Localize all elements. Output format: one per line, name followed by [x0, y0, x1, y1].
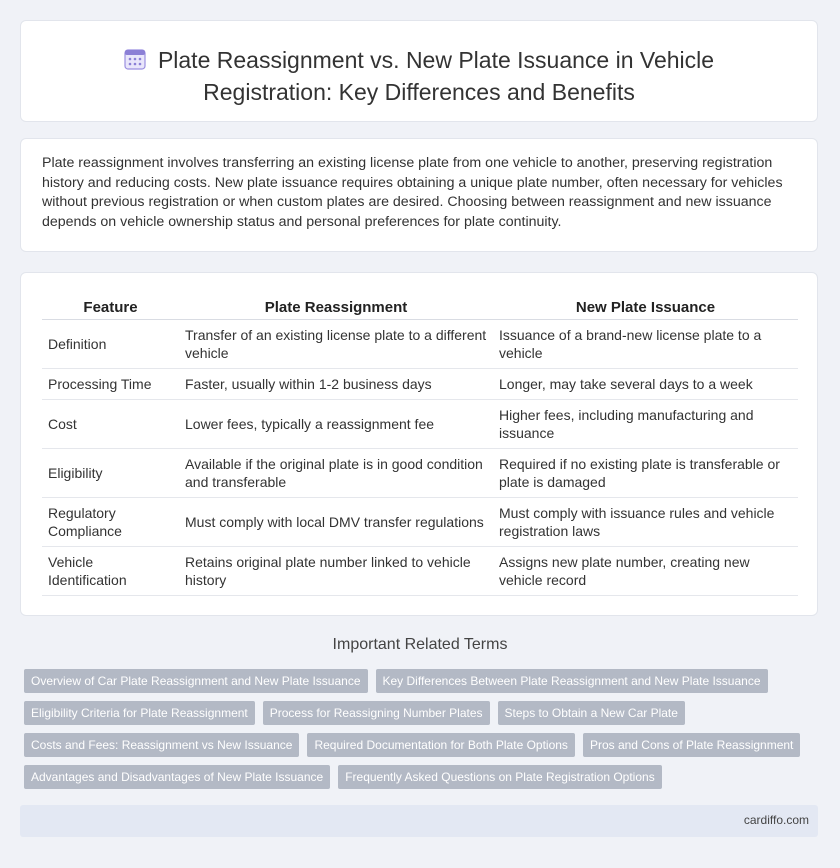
issuance-cell: Required if no existing plate is transferable or plate is damaged [493, 449, 798, 498]
page-title [21, 45, 817, 107]
feature-cell: Eligibility [42, 449, 179, 498]
reassignment-cell: Transfer of an existing license plate to a different vehicle [179, 320, 493, 369]
intro-paragraph: Plate reassignment involves transferring an existing license plate from one vehicle to another, preserving registration history and reducing costs. New plate issuance requires obtaining a unique plate number, often necessary for vehicles without previous registration or when custom plates are desired. Choosing between reassignment and new issuance depends on vehicle ownership status and personal preferences for plate continuity. [42, 155, 783, 230]
issuance-cell: Higher fees, including manufacturing and issuance [493, 400, 798, 449]
issuance-cell: Assigns new plate number, creating new vehicle record [493, 547, 798, 596]
related-term-tag[interactable]: Pros and Cons of Plate Reassignment [583, 733, 800, 757]
feature-cell: Vehicle Identification [42, 547, 179, 596]
footer-site[interactable]: cardiffo.com [743, 813, 809, 827]
related-terms-title: Important Related Terms [332, 636, 508, 653]
feature-cell: Definition [42, 320, 179, 369]
reassignment-cell: Lower fees, typically a reassignment fee [179, 400, 493, 449]
related-term-tag[interactable]: Eligibility Criteria for Plate Reassignment [24, 701, 255, 725]
title-line-1: Plate Reassignment vs. New Plate Issuance in Vehicle [157, 47, 715, 73]
table-header-row [42, 295, 798, 320]
issuance-cell: Longer, may take several days to a week [493, 369, 798, 400]
table-row [42, 400, 798, 449]
reassignment-cell: Available if the original plate is in good condition and transferable [179, 449, 493, 498]
table-row [42, 320, 798, 369]
reassignment-cell: Must comply with local DMV transfer regulations [179, 498, 493, 547]
reassignment-cell: Faster, usually within 1-2 business days [179, 369, 493, 400]
table-row [42, 547, 798, 596]
related-term-tag[interactable]: Steps to Obtain a New Car Plate [498, 701, 685, 725]
related-term-tag[interactable]: Key Differences Between Plate Reassignment and New Plate Issuance [376, 669, 768, 693]
related-term-tag[interactable]: Required Documentation for Both Plate Options [307, 733, 574, 757]
related-term-tag[interactable]: Costs and Fees: Reassignment vs New Issuance [24, 733, 299, 757]
tag-row [24, 733, 824, 757]
related-term-tag[interactable]: Process for Reassigning Number Plates [263, 701, 490, 725]
comparison-card [20, 272, 818, 616]
header-plate-reassignment: Plate Reassignment [179, 295, 493, 320]
feature-cell: Cost [42, 400, 179, 449]
table-row [42, 369, 798, 400]
related-term-tag[interactable]: Overview of Car Plate Reassignment and New Plate Issuance [24, 669, 368, 693]
footer [20, 805, 818, 837]
issuance-cell: Must comply with issuance rules and vehicle registration laws [493, 498, 798, 547]
calendar-icon [124, 47, 146, 77]
table-row [42, 449, 798, 498]
tag-row [24, 701, 824, 725]
feature-cell: Processing Time [42, 369, 179, 400]
intro-card [20, 138, 818, 252]
reassignment-cell: Retains original plate number linked to vehicle history [179, 547, 493, 596]
tag-row [24, 669, 824, 693]
header-card [20, 20, 818, 122]
related-term-tag[interactable]: Advantages and Disadvantages of New Plate Issuance [24, 765, 330, 789]
table-row [42, 498, 798, 547]
feature-cell: Regulatory Compliance [42, 498, 179, 547]
header-feature: Feature [42, 295, 179, 320]
issuance-cell: Issuance of a brand-new license plate to a vehicle [493, 320, 798, 369]
header-new-plate-issuance: New Plate Issuance [493, 295, 798, 320]
related-terms-list [24, 669, 824, 797]
title-line-2: Registration: Key Differences and Benefits [203, 79, 635, 105]
related-term-tag[interactable]: Frequently Asked Questions on Plate Registration Options [338, 765, 662, 789]
comparison-table [42, 295, 798, 596]
tag-row [24, 765, 824, 789]
